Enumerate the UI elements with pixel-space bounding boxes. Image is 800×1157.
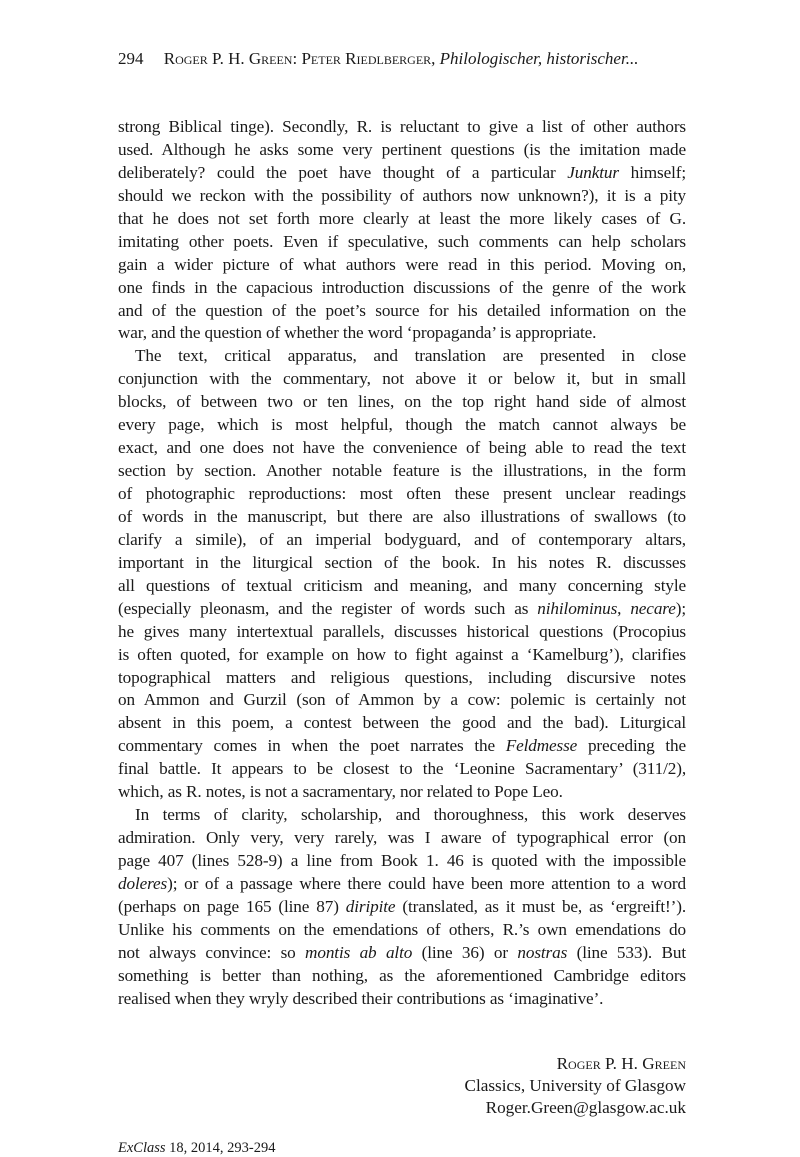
paragraph (118, 804, 686, 1010)
text-line: doleres); or of a passage where there could have been more attention to a word (118, 873, 686, 893)
signature-email[interactable]: Roger.Green@glasgow.ac.uk (485, 1097, 686, 1117)
text-line: admiration. Only very, very rarely, was I aware of typographical error (on (118, 828, 686, 848)
text-line: topographical matters and religious questions, including discursive notes (118, 667, 686, 687)
text-line: on Ammon and Gurzil (son of Ammon by a cow: polemic is certainly not (118, 690, 686, 710)
text-line: gain a wider picture of what authors were read in this period. Moving on, (118, 254, 686, 274)
footer-citation: 18, 2014, 293-294 (165, 1139, 276, 1156)
text-line: and of the question of the poet’s source for his detailed information on the (118, 300, 686, 320)
italic-term: necare (630, 598, 676, 618)
text-line: war, and the question of whether the word ‘propaganda’ is appropriate. (118, 323, 597, 343)
text-line: one finds in the capacious introduction discussions of the genre of the work (118, 277, 686, 297)
text-line: of words in the manuscript, but there are also illustrations of swallows (to (118, 506, 686, 526)
text-line: deliberately? could the poet have thought of a particular Junktur himself; (118, 162, 686, 182)
text-line: strong Biblical tinge). Secondly, R. is reluctant to give a list of other authors (118, 117, 686, 136)
text-line: The text, critical apparatus, and translation are presented in close (135, 346, 686, 366)
running-header: 294 Roger P. H. Green: Peter Riedlberger, Philologischer, historischer... (118, 49, 639, 68)
italic-term: Junktur (567, 162, 619, 182)
text-line: imitating other poets. Even if speculative, such comments can help scholars (118, 231, 686, 251)
text-line: important in the liturgical section of the book. In his notes R. discusses (118, 552, 686, 572)
header-separator: : (292, 49, 302, 68)
paragraph (118, 345, 686, 804)
paragraph (118, 116, 686, 345)
page-content (118, 116, 687, 1156)
signature-name: Roger P. H. Green (556, 1053, 686, 1073)
text-line: that he does not set forth more clearly at least the more likely cases of G. (118, 208, 686, 228)
italic-term: Feldmesse (505, 736, 578, 756)
signature-block (464, 1053, 686, 1119)
text-line: section by section. Another notable feature is the illustrations, in the form (118, 461, 686, 481)
text-line: which, as R. notes, is not a sacramentary, nor related to Pope Leo. (118, 782, 563, 802)
text-line: all questions of textual criticism and meaning, and many concerning style (118, 575, 686, 595)
text-line: Unlike his comments on the emendations of others, R.’s own emendations do (118, 919, 686, 939)
italic-term: nihilominus (537, 598, 618, 618)
text-line: exact, and one does not have the convenience of being able to read the text (118, 438, 686, 458)
page-footer (118, 1119, 686, 1157)
page-number: 294 (118, 49, 144, 68)
text-line: (especially pleonasm, and the register of words such as nihilominus, necare); (118, 598, 686, 618)
text-line: used. Although he asks some very pertinent questions (is the imitation made (118, 139, 686, 159)
text-line: absent in this poem, a contest between the good and the bad). Liturgical (118, 713, 686, 733)
text-line: (perhaps on page 165 (line 87) diripite (translated, as it must be, as ‘ergreift!’). (118, 896, 686, 916)
text-line: In terms of clarity, scholarship, and thoroughness, this work deserves (135, 805, 686, 825)
text-line: should we reckon with the possibility of authors now unknown?), it is a pity (118, 185, 686, 205)
header-reviewed-author: Peter Riedlberger (301, 49, 432, 68)
text-line: every page, which is most helpful, though the match cannot always be (118, 415, 686, 435)
text-line: page 407 (lines 528-9) a line from Book 1. 46 is quoted with the impossible (118, 851, 686, 870)
italic-term: montis ab alto (305, 942, 413, 962)
text-line: is often quoted, for example on how to fight against a ‘Kamelburg’), clarifies (118, 644, 686, 664)
text-line: final battle. It appears to be closest to the ‘Leonine Sacramentary’ (311/2), (118, 759, 686, 779)
text-line: blocks, of between two or ten lines, on the top right hand side of almost (118, 392, 686, 412)
header-title: Philologischer, historischer... (439, 49, 639, 68)
text-line: commentary comes in when the poet narrates the Feldmesse preceding the (118, 736, 687, 756)
text-line: not always convince: so montis ab alto (line 36) or nostras (line 533). But (118, 942, 686, 962)
text-line: conjunction with the commentary, not above it or below it, but in small (118, 369, 686, 389)
italic-term: diripite (345, 896, 396, 916)
text-line: realised when they wryly described their contributions as ‘imaginative’. (118, 988, 604, 1008)
text-line: he gives many intertextual parallels, discusses historical questions (Procopius (118, 621, 686, 641)
text-line: something is better than nothing, as the aforementioned Cambridge editors (118, 965, 686, 985)
header-author: Roger P. H. Green (163, 49, 293, 68)
article-body (118, 116, 686, 1011)
italic-term: nostras (517, 942, 568, 962)
text-line: of photographic reproductions: most often these present unclear readings (118, 484, 686, 503)
italic-term: doleres (118, 873, 168, 893)
text-line: clarify a simile), of an imperial bodyguard, and of contemporary altars, (118, 529, 686, 549)
signature-affiliation: Classics, University of Glasgow (464, 1075, 686, 1095)
footer-journal: ExClass (118, 1139, 166, 1156)
